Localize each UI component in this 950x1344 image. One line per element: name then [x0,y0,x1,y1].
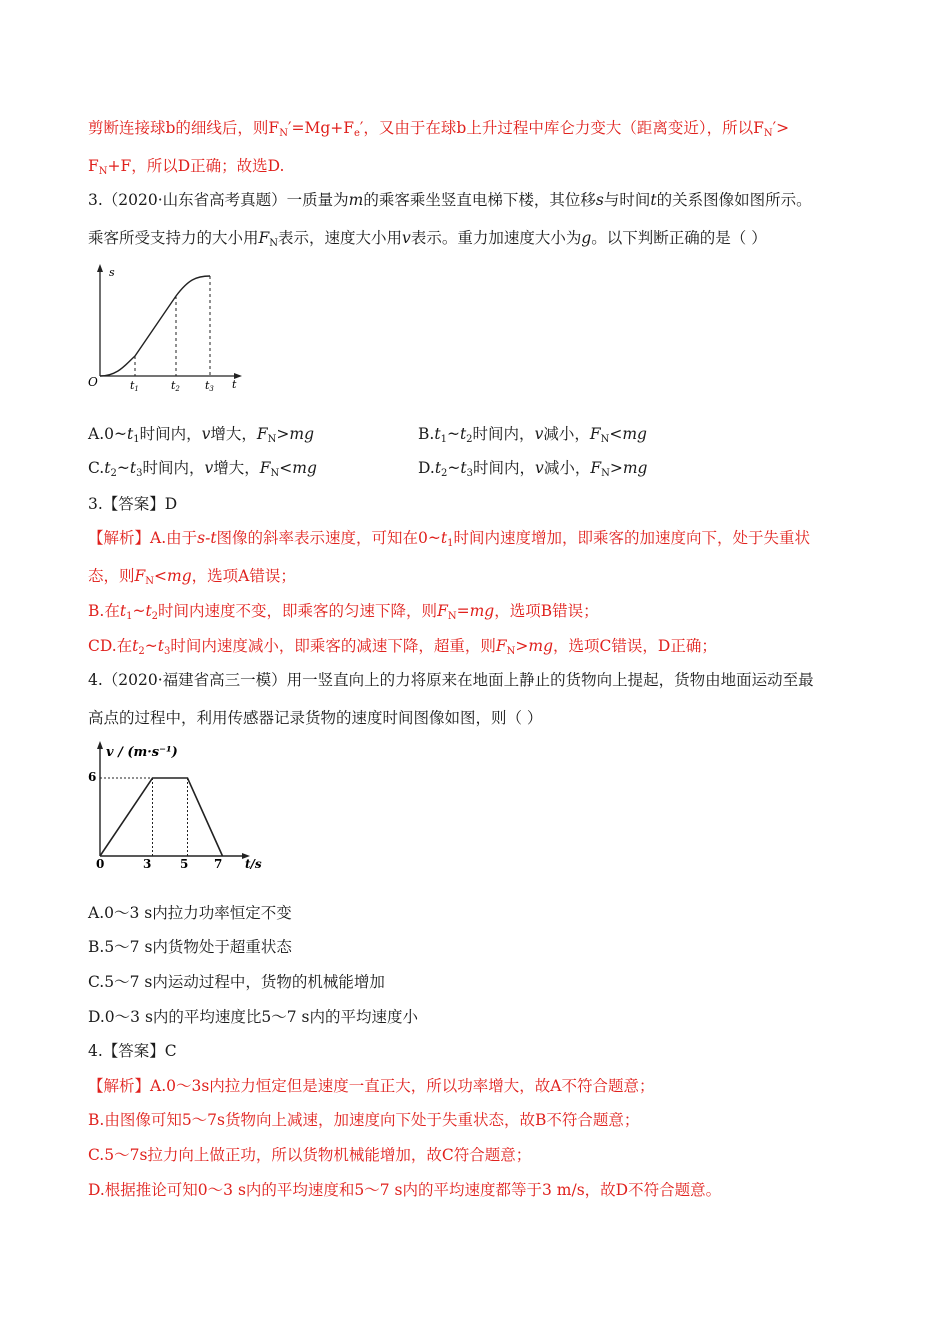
q4-x-label: t/s [245,857,262,871]
q3-answer: 3.【答案】D [88,495,178,513]
q4-answer: 4.【答案】C [88,1042,177,1060]
q3-st-graph [88,262,248,394]
q3-y-label: s [109,266,115,279]
q4-stem-line-1: 4.（2020·福建省高三一模）用一竖直向上的力将原来在地面上静止的货物向上提起，货物由地面运动至最 [88,671,814,689]
q4-option-a: A.0～3 s内拉力功率恒定不变 [88,904,292,922]
q3-tick-t2: t2 [171,379,180,393]
q4-explanation-3: C.5～7s拉力向上做正功，所以货物机械能增加，故C符合题意； [88,1146,532,1164]
q3-tick-t1: t1 [130,379,139,393]
q4-y-arrow [97,741,103,749]
q4-tick-0: 0 [96,857,105,871]
q3-explanation-4: CD.在$t_2\sim t_3$时间内速度减小，即乘客的减速下降，超重，则$F_N>mg$，选项C错误，D正确； [88,637,717,657]
q4-explanation-2: B.由图像可知5～7s货物向上减速，加速度向下处于失重状态，故B不符合题意； [88,1111,640,1129]
q4-velocity-series [100,778,223,856]
q3-explanation-2: 态，则$F_N<mg$，选项A错误； [88,567,296,587]
q4-tick-v6: 6 [88,770,97,784]
q3-x-label: t [232,378,237,391]
q3-explanation-1: 【解析】A.由于s-t图像的斜率表示速度，可知在$0\sim t_1$时间内速度增加，即乘客的加速度向下，处于失重状 [88,529,811,549]
q4-explanation-1: 【解析】A.0～3s内拉力恒定但是速度一直正大，所以功率增大，故A不符合题意； [88,1077,655,1095]
q3-tick-t3: t3 [205,379,214,393]
q3-option-d: $D.t_2\sim t_3$时间内，v减小，$F_N>mg$ [418,459,648,479]
q4-explanation-4: D.根据推论可知0～3 s内的平均速度和5～7 s内的平均速度都等于3 m/s，故D不符合题意。 [88,1181,722,1199]
q3-option-a: $A.0\sim t_1$时间内，v增大，$F_N>mg$ [88,425,315,445]
carry-line-2: $F_N+F$，所以D正确；故选D. [88,157,285,177]
q4-tick-7: 7 [214,857,223,871]
q3-curve [100,276,210,376]
q4-option-c: C.5～7 s内运动过程中，货物的机械能增加 [88,973,385,991]
carry-line-1: 剪断连接球b的细线后，则$F_N'=Mg+F_e'$，又由于在球b上升过程中库仑力变大（距离变近），所以$F_N'>$ [88,119,790,139]
q4-stem-line-2: 高点的过程中，利用传感器记录货物的速度时间图像如图，则（ ） [88,709,543,727]
q4-tick-3: 3 [143,857,152,871]
q3-option-b: $B.t_1\sim t_2$时间内，v减小，$F_N<mg$ [418,425,647,445]
q3-stem-line-1: 3.（2020·山东省高考真题）一质量为m的乘客乘坐竖直电梯下楼，其位移s与时间t的关系图像如图所示。 [88,191,812,209]
q4-option-b: B.5～7 s内货物处于超重状态 [88,938,292,956]
q3-explanation-3: B.在$t_1\sim t_2$时间内速度不变，即乘客的匀速下降，则$F_N=mg$，选项B错误； [88,602,599,622]
q3-y-arrow [97,264,103,272]
q4-y-label: v / (m·s⁻¹) [106,745,178,760]
q4-tick-5: 5 [180,857,189,871]
q3-origin: O [88,375,98,389]
q3-option-c: $C.t_2\sim t_3$时间内，v增大，$F_N<mg$ [88,459,317,479]
q3-stem-line-2: 乘客所受支持力的大小用$F_N$表示，速度大小用v表示。重力加速度大小为g。以下判断正确的是（ ） [88,229,767,249]
q4-option-d: D.0～3 s内的平均速度比5～7 s内的平均速度小 [88,1008,419,1026]
q4-vt-graph [88,738,268,874]
